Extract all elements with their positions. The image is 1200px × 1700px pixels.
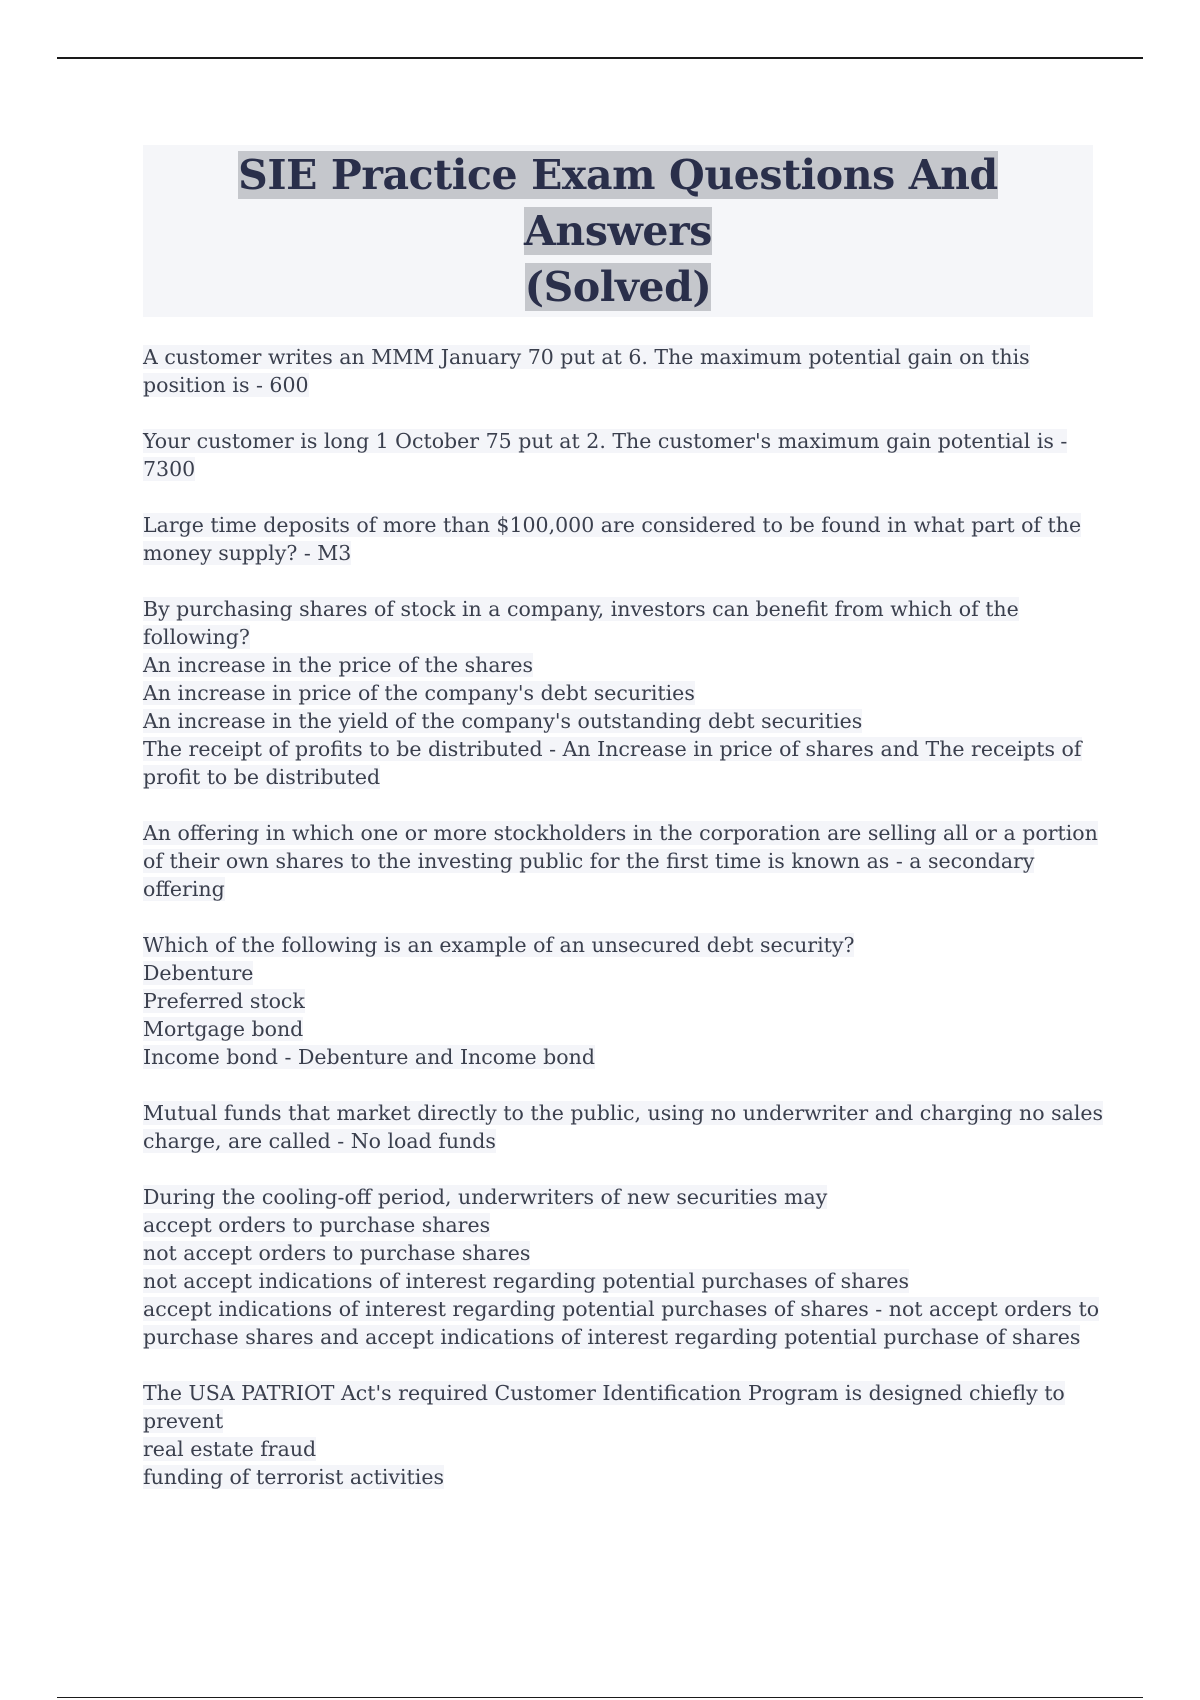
question-line-text: Your customer is long 1 October 75 put at 2. The customer's maximum gain potential is - [143, 429, 1068, 453]
question-line-text: position is - 600 [143, 373, 309, 397]
question-line [143, 1183, 1093, 1211]
question-line [143, 651, 1093, 679]
question-item [143, 1099, 1104, 1155]
bottom-rule [57, 1697, 1143, 1698]
question-line-text: not accept indications of interest regarding potential purchases of shares [143, 1269, 910, 1293]
question-line [143, 1127, 1093, 1155]
question-line [143, 1267, 1093, 1295]
question-item [143, 1379, 1093, 1491]
question-line-text: The USA PATRIOT Act's required Customer Identification Program is designed chiefly to [143, 1381, 1065, 1405]
question-line [143, 1323, 1093, 1351]
question-line [143, 1043, 1093, 1071]
question-line-text: A customer writes an MMM January 70 put at 6. The maximum potential gain on this [143, 345, 1030, 369]
question-line [143, 735, 1093, 763]
question-item [143, 343, 1093, 399]
question-line-text: An increase in price of the company's debt securities [143, 681, 695, 705]
question-line-text: accept indications of interest regarding potential purchases of shares - not accept orders to [143, 1297, 1100, 1321]
title-line-2: (Solved) [524, 263, 712, 311]
question-line [143, 1099, 1104, 1127]
question-list [143, 343, 1104, 1491]
question-line [143, 595, 1093, 623]
question-item [143, 931, 1093, 1071]
question-line-text: purchase shares and accept indications of interest regarding potential purchase of shares [143, 1325, 1081, 1349]
question-line [143, 1435, 1093, 1463]
question-line [143, 539, 1093, 567]
question-line-text: Preferred stock [143, 989, 305, 1013]
question-line [143, 931, 1093, 959]
question-line [143, 1211, 1093, 1239]
question-line [143, 1463, 1093, 1491]
question-line-text: An increase in the yield of the company's outstanding debt securities [143, 709, 863, 733]
question-line [143, 707, 1093, 735]
question-line-text: of their own shares to the investing public for the first time is known as - a secondary [143, 849, 1035, 873]
question-line-text: funding of terrorist activities [143, 1465, 444, 1489]
title-line-1: SIE Practice Exam Questions And Answers [238, 151, 998, 255]
question-line [143, 343, 1093, 371]
question-line [143, 1295, 1100, 1323]
question-line-text: Large time deposits of more than $100,000 are considered to be found in what part of the [143, 513, 1082, 537]
question-line-text: An increase in the price of the shares [143, 653, 533, 677]
question-line [143, 623, 1093, 651]
question-line [143, 875, 1093, 903]
document-title [143, 145, 1093, 317]
question-line-text: not accept orders to purchase shares [143, 1241, 531, 1265]
question-line-text: Income bond - Debenture and Income bond [143, 1045, 595, 1069]
question-item [143, 819, 1098, 903]
question-line [143, 763, 1093, 791]
question-line-text: charge, are called - No load funds [143, 1129, 496, 1153]
question-line [143, 1407, 1093, 1435]
document-page [143, 145, 1104, 1519]
question-line-text: 7300 [143, 457, 196, 481]
question-line-text: accept orders to purchase shares [143, 1213, 491, 1237]
question-line-text: Debenture [143, 961, 254, 985]
question-line-text: profit to be distributed [143, 765, 381, 789]
question-line [143, 1239, 1093, 1267]
question-line-text: By purchasing shares of stock in a company, investors can benefit from which of the [143, 597, 1019, 621]
question-line-text: Which of the following is an example of an unsecured debt security? [143, 933, 855, 957]
question-line [143, 959, 1093, 987]
question-line [143, 371, 1093, 399]
question-line-text: real estate fraud [143, 1437, 317, 1461]
question-line-text: Mortgage bond [143, 1017, 304, 1041]
question-line [143, 987, 1093, 1015]
question-item [143, 511, 1093, 567]
question-line [143, 1379, 1093, 1407]
question-line-text: money supply? - M3 [143, 541, 352, 565]
question-item [143, 595, 1093, 791]
question-line-text: During the cooling-off period, underwriters of new securities may [143, 1185, 828, 1209]
question-line-text: following? [143, 625, 250, 649]
question-line-text: The receipt of profits to be distributed - An Increase in price of shares and The receipts of [143, 737, 1082, 761]
question-line [143, 847, 1093, 875]
question-line [143, 427, 1093, 455]
question-line-text: Mutual funds that market directly to the public, using no underwriter and charging no sales [143, 1101, 1104, 1125]
question-line [143, 679, 1093, 707]
question-item [143, 1183, 1100, 1351]
question-line-text: An offering in which one or more stockholders in the corporation are selling all or a portion [143, 821, 1098, 845]
question-item [143, 427, 1093, 483]
question-line [143, 819, 1098, 847]
question-line [143, 455, 1093, 483]
top-rule [57, 57, 1143, 59]
question-line-text: prevent [143, 1409, 224, 1433]
question-line [143, 511, 1093, 539]
question-line-text: offering [143, 877, 225, 901]
question-line [143, 1015, 1093, 1043]
